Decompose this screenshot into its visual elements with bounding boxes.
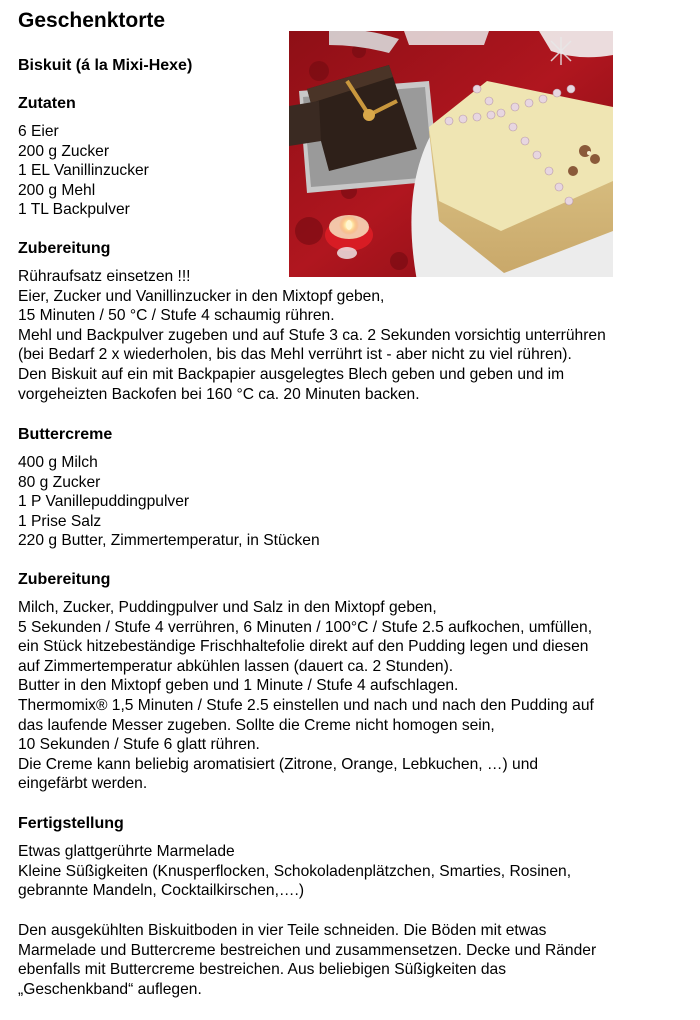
ingredient: gebrannte Mandeln, Cocktailkirschen,….) bbox=[18, 882, 305, 900]
fertigstellung-instructions bbox=[18, 921, 596, 999]
ingredient: 1 P Vanillepuddingpulver bbox=[18, 493, 190, 511]
instruction-line: Eier, Zucker und Vanillinzucker in den Mixtopf geben, bbox=[18, 287, 385, 305]
instruction-line: Milch, Zucker, Puddingpulver und Salz in den Mixtopf geben, bbox=[18, 599, 437, 616]
biskuit-heading: Biskuit (á la Mixi-Hexe) bbox=[18, 57, 193, 74]
instruction-line: (bei Bedarf 2 x wiederholen, bis das Mehl verrührt ist - aber nicht zu viel rühren). bbox=[18, 346, 572, 364]
ingredient: 6 Eier bbox=[18, 123, 59, 140]
instruction-line: 5 Sekunden / Stufe 4 verrühren, 6 Minuten / 100°C / Stufe 2.5 aufkochen, umfüllen, bbox=[18, 618, 593, 636]
instruction-line: Butter in den Mixtopf geben und 1 Minute / Stufe 4 aufschlagen. bbox=[18, 677, 459, 695]
instruction-line: „Geschenkband“ auflegen. bbox=[18, 980, 202, 998]
fertigstellung-heading: Fertigstellung bbox=[18, 815, 124, 832]
ingredient: 1 TL Backpulver bbox=[18, 201, 130, 219]
instruction-line: ebenfalls mit Buttercreme bestreichen. Aus beliebigen Süßigkeiten das bbox=[18, 961, 507, 979]
biskuit-zutaten-heading: Zutaten bbox=[18, 95, 76, 112]
instruction-line: Rühraufsatz einsetzen !!! bbox=[18, 268, 191, 285]
ingredient: 1 EL Vanillinzucker bbox=[18, 162, 149, 180]
instruction-line: Thermomix® 1,5 Minuten / Stufe 2.5 einstellen und nach und nach den Pudding auf bbox=[18, 696, 594, 714]
ingredient: 200 g Mehl bbox=[18, 181, 96, 199]
instruction-line: das laufende Messer zugeben. Sollte die Creme nicht homogen sein, bbox=[18, 716, 495, 734]
buttercreme-ingredients bbox=[18, 453, 320, 551]
ingredient: 200 g Zucker bbox=[18, 142, 110, 160]
instruction-line: 10 Sekunden / Stufe 6 glatt rühren. bbox=[18, 736, 260, 754]
instruction-line: Den Biskuit auf ein mit Backpapier ausgelegtes Blech geben und geben und im bbox=[18, 365, 565, 383]
ingredient: 80 g Zucker bbox=[18, 473, 101, 491]
ingredient: Kleine Süßigkeiten (Knusperflocken, Schokoladenplätzchen, Smarties, Rosinen, bbox=[18, 862, 572, 880]
instruction-line: 15 Minuten / 50 °C / Stufe 4 schaumig rühren. bbox=[18, 307, 335, 325]
instruction-line: Mehl und Backpulver zugeben und auf Stufe 3 ca. 2 Sekunden vorsichtig unterrühren bbox=[18, 326, 606, 344]
instruction-line: Die Creme kann beliebig aromatisiert (Zitrone, Orange, Lebkuchen, …) und bbox=[18, 755, 539, 773]
biskuit-zubereitung-heading: Zubereitung bbox=[18, 240, 111, 257]
cake-photo bbox=[289, 31, 613, 277]
instruction-line: eingefärbt werden. bbox=[18, 775, 148, 793]
biskuit-ingredients bbox=[18, 122, 149, 220]
ingredient: 1 Prise Salz bbox=[18, 512, 102, 530]
buttercreme-heading: Buttercreme bbox=[18, 426, 113, 443]
buttercreme-zubereitung-heading: Zubereitung bbox=[18, 571, 111, 588]
buttercreme-instructions bbox=[18, 598, 594, 794]
fertigstellung-ingredients bbox=[18, 842, 571, 901]
ingredient: Etwas glattgerührte Marmelade bbox=[18, 843, 235, 860]
ingredient: 400 g Milch bbox=[18, 454, 98, 471]
instruction-line: auf Zimmertemperatur abkühlen lassen (dauert ca. 2 Stunden). bbox=[18, 657, 454, 675]
biskuit-instructions bbox=[18, 267, 606, 404]
instruction-line: ein Stück hitzebeständige Frischhaltefolie direkt auf den Pudding legen und diesen bbox=[18, 638, 589, 656]
ingredient: 220 g Butter, Zimmertemperatur, in Stücken bbox=[18, 532, 320, 550]
instruction-line: Den ausgekühlten Biskuitboden in vier Teile schneiden. Die Böden mit etwas bbox=[18, 922, 547, 939]
instruction-line: vorgeheizten Backofen bei 160 °C ca. 20 Minuten backen. bbox=[18, 385, 420, 403]
recipe-title: Geschenktorte bbox=[18, 9, 166, 32]
instruction-line: Marmelade und Buttercreme bestreichen und zusammensetzen. Decke und Ränder bbox=[18, 941, 597, 959]
